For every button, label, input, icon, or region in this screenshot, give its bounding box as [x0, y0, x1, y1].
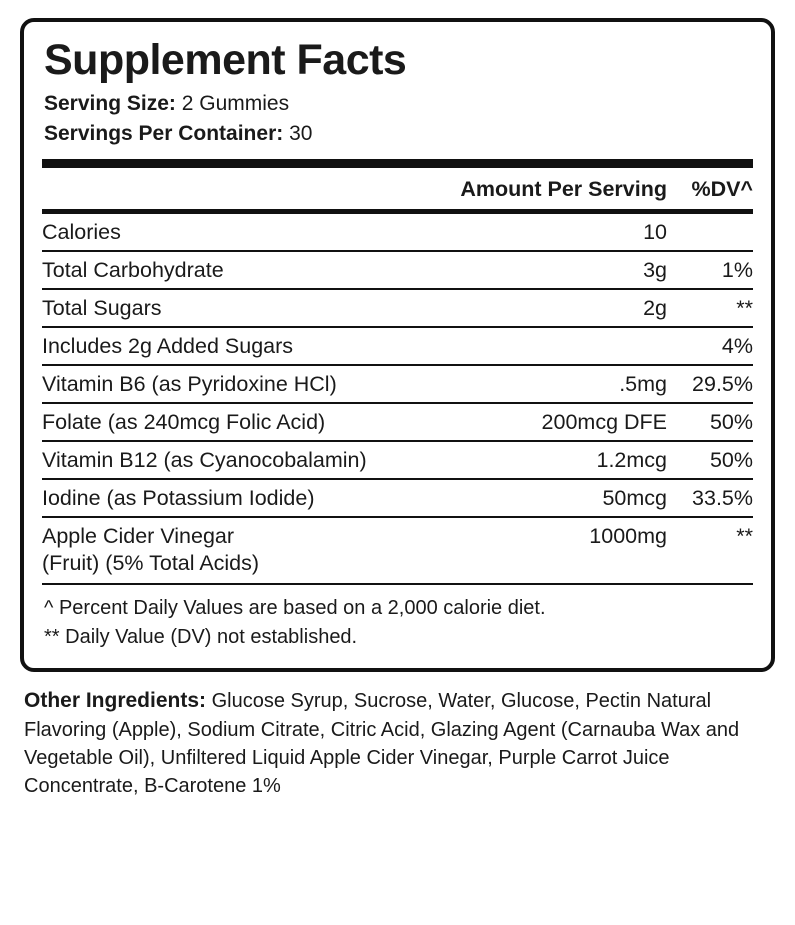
row-dv: **: [736, 523, 753, 548]
header-percent-dv: %DV^: [667, 168, 753, 212]
header-amount-per-serving: Amount Per Serving: [424, 168, 667, 212]
page-title: Supplement Facts: [44, 36, 407, 84]
table-row: [42, 441, 753, 479]
footnotes: [42, 585, 753, 652]
row-name: Vitamin B12 (as Cyanocobalamin): [42, 441, 424, 479]
header-spacer: [42, 168, 424, 212]
other-ingredients-text: Glucose Syrup, Sucrose, Water, Glucose, Pectin Natural Flavoring (Apple), Sodium Citrate, Citric Acid, Glazing Agent (Carnauba Wax and Vegetable Oil), Unfiltered Liquid Apple Cider Vinegar, Purple Carrot Juice Concentrate, B-Carotene 1%: [24, 689, 740, 798]
table-header-row: [42, 168, 753, 212]
row-amount: 1000mg: [589, 523, 667, 548]
row-dv-blank: [667, 549, 753, 584]
servings-per-container-label: Servings Per Container:: [44, 121, 284, 145]
row-dv: [667, 211, 753, 251]
nutrition-table: [42, 168, 753, 585]
table-row: [42, 251, 753, 289]
row-name: Total Sugars: [42, 289, 424, 327]
serving-size-line: [44, 89, 753, 119]
row-amount-blank: [424, 549, 667, 584]
row-name: Apple Cider Vinegar: [42, 523, 235, 548]
row-amount: 10: [424, 211, 667, 251]
servings-per-container-value: 30: [289, 121, 313, 145]
supplement-facts-panel: [20, 18, 775, 672]
serving-size-value: 2 Gummies: [181, 92, 290, 116]
table-row: [42, 327, 753, 365]
footnote-dv-not-established: ** Daily Value (DV) not established.: [44, 625, 358, 648]
row-name-line2: (Fruit) (5% Total Acids): [42, 549, 424, 584]
row-dv: 29.5%: [667, 365, 753, 403]
row-amount: 2g: [424, 289, 667, 327]
serving-size-label: Serving Size:: [44, 92, 176, 116]
row-dv: 50%: [667, 441, 753, 479]
row-dv: **: [667, 289, 753, 327]
row-amount: 3g: [424, 251, 667, 289]
row-dv: 1%: [667, 251, 753, 289]
row-name: Folate (as 240mcg Folic Acid): [42, 403, 424, 441]
servings-per-container-line: [44, 119, 753, 149]
table-row: [42, 365, 753, 403]
other-ingredients-label: Other Ingredients:: [24, 688, 207, 712]
row-dv: 50%: [667, 403, 753, 441]
row-amount: 1.2mcg: [424, 441, 667, 479]
row-name: Vitamin B6 (as Pyridoxine HCl): [42, 365, 424, 403]
row-name: Total Carbohydrate: [42, 251, 424, 289]
table-row-acv-continued: [42, 549, 753, 584]
row-dv: 33.5%: [667, 479, 753, 517]
table-row: [42, 211, 753, 251]
table-row-acv: [42, 517, 753, 549]
row-amount: 50mcg: [424, 479, 667, 517]
divider-thick: [42, 159, 753, 168]
table-row: [42, 479, 753, 517]
row-dv: 4%: [667, 327, 753, 365]
row-name: Iodine (as Potassium Iodide): [42, 479, 424, 517]
row-amount: 200mcg DFE: [424, 403, 667, 441]
row-name: Calories: [42, 211, 424, 251]
table-row: [42, 289, 753, 327]
table-row: [42, 403, 753, 441]
row-name: Includes 2g Added Sugars: [42, 327, 424, 365]
row-amount: [424, 327, 667, 365]
row-amount: .5mg: [424, 365, 667, 403]
footnote-daily-value: ^ Percent Daily Values are based on a 2,000 calorie diet.: [44, 596, 546, 619]
other-ingredients: [20, 672, 775, 801]
